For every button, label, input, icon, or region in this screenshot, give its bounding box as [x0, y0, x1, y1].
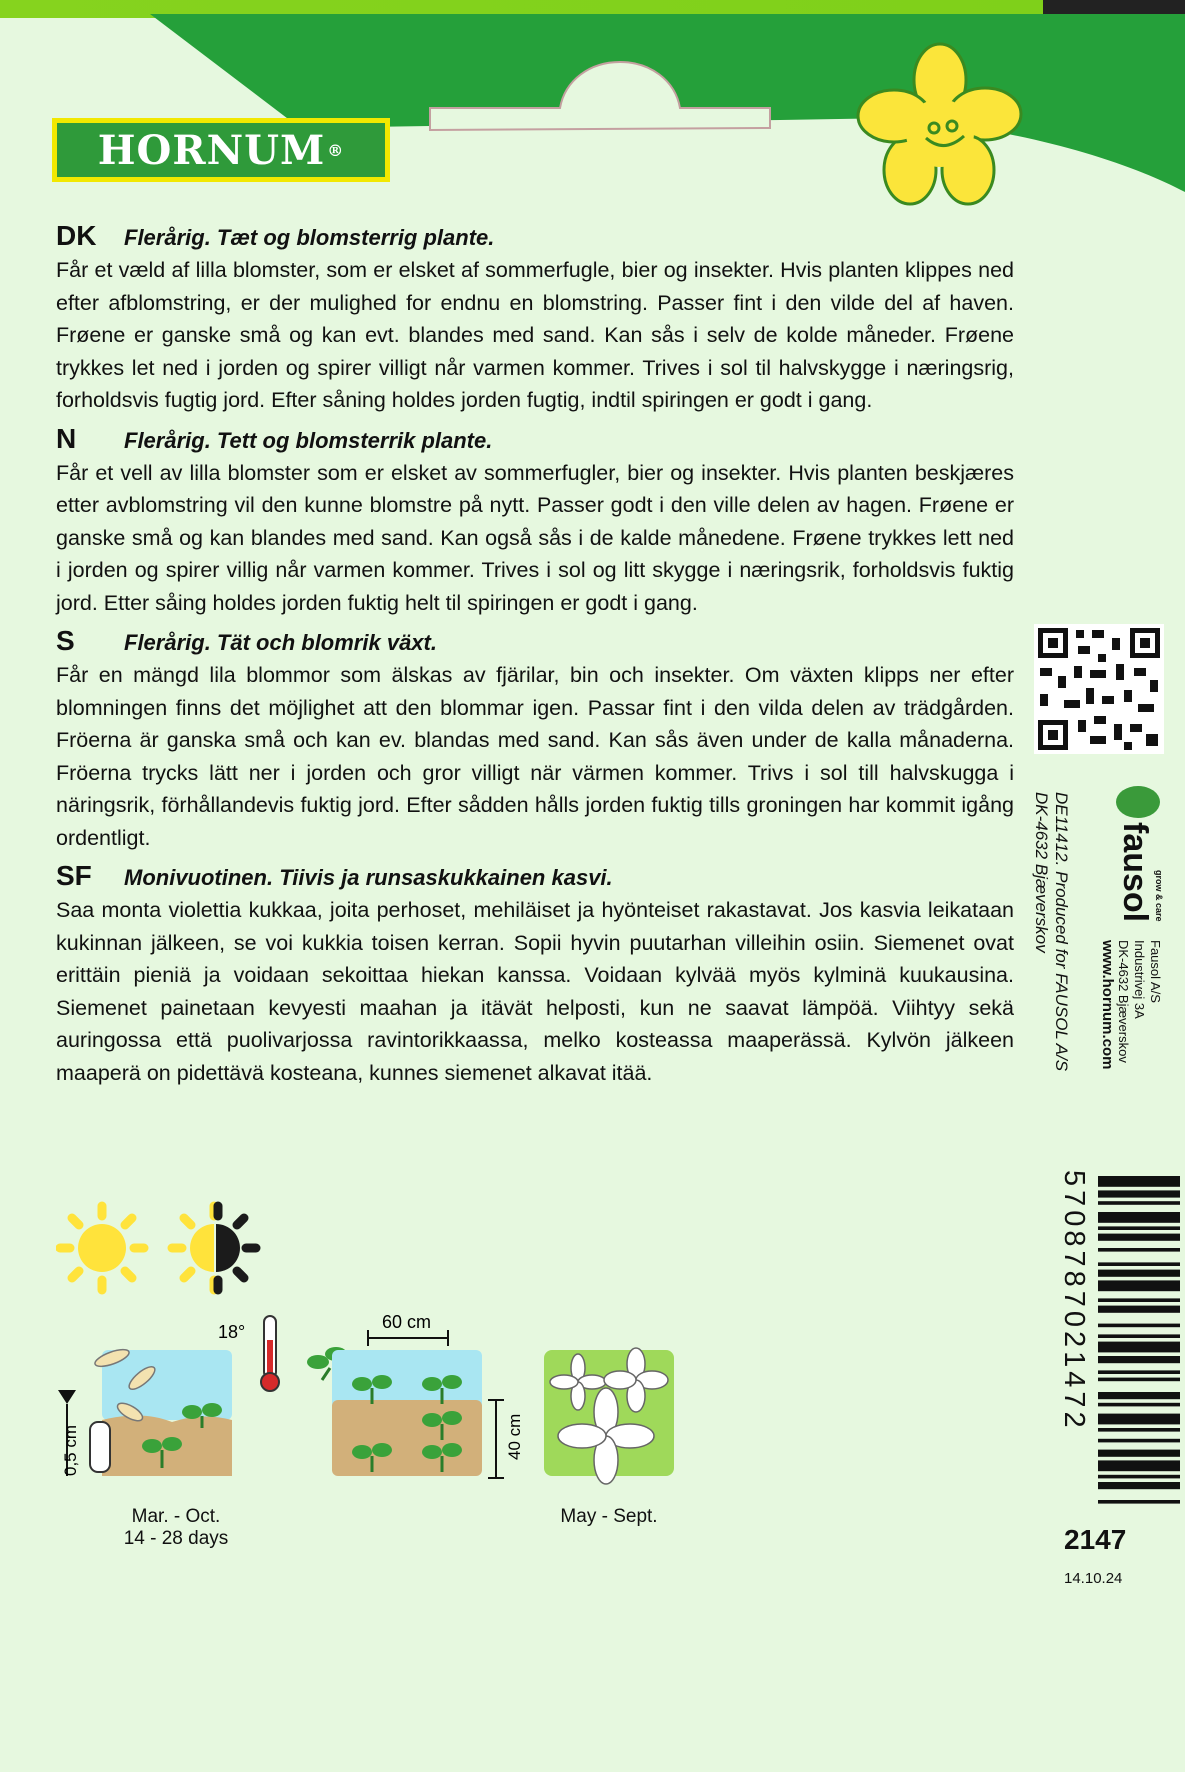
fausol-logo: [1104, 782, 1166, 932]
language-code: S: [56, 625, 75, 656]
barcode-bar: [1098, 1248, 1180, 1252]
barcode-bar: [1098, 1334, 1180, 1338]
section-headline: Flerårig. Tæt og blomsterrig plante.: [124, 225, 495, 250]
language-code: DK: [56, 220, 97, 251]
barcode-digits: 5708787021472: [1058, 1170, 1090, 1432]
flowering-panel: [544, 1348, 674, 1484]
barcode-bar: [1098, 1378, 1180, 1382]
barcode-bar: [1098, 1414, 1180, 1425]
fausol-brand: fausol: [1116, 822, 1154, 923]
barcode-bar: [1098, 1298, 1180, 1302]
section-headline: Monivuotinen. Tiivis ja runsaskukkainen kasvi.: [124, 865, 613, 890]
temperature-label: 18°: [218, 1322, 246, 1342]
barcode-bar: [1098, 1356, 1180, 1363]
address-block: [1099, 940, 1163, 1069]
section-headline: Flerårig. Tät och blomrik växt.: [124, 630, 437, 655]
producer-info: [1031, 792, 1071, 1071]
registered-mark: ®: [327, 140, 345, 160]
barcode-bar: [1098, 1450, 1180, 1457]
barcode-bar: [1098, 1460, 1180, 1471]
section-heading: [56, 860, 1014, 894]
dibber-icon: [90, 1422, 110, 1472]
section-body: Får et væld af lilla blomster, som er elsket af sommerfugle, bier og insekter. Hvis planten klippes ned efter afblomstring, er der mulighed for endnu en blomstring. Passer fint i den vilde del af haven. Frøene er ganske små og kan evt. blandes med sand. Kan sås i selv de kolde måneder. Frøene trykkes let ned i jorden og spirer villigt når varmen kommer. Trives i sol til halvskygge i næringsrig, forholdsvis fugtig jord. Efter såning holdes jorden fugtig, indtil spiringen er godt i gang.: [56, 258, 1014, 412]
barcode-bar: [1098, 1500, 1180, 1504]
germination-time: 14 - 28 days: [123, 1528, 229, 1549]
barcode-bar: [1098, 1176, 1180, 1187]
section-body: Får en mängd lila blommor som älskas av fjärilar, bin och insekter. Om växten klipps ner efter blomningen finns det möjlighet att den blommar igen. Passar fint i den vilda delen av trädgården. Fröerna är ganska små och kan ev. blandas med sand. Kan sås även under de kalla månaderna. Fröerna trycks lätt ner i jorden och gror villigt när värmen kommer. Trivs i sol till halvskugga i näringsrik, förhållandevis fuktig jord. Efter sådden hålls jorden fuktig tills groningen har kommit igång ordentligt.: [56, 663, 1014, 850]
sowing-diagrams: [56, 1300, 696, 1500]
section-heading: [56, 625, 1014, 659]
flowering-period: May - Sept.: [560, 1506, 658, 1527]
barcode-bar: [1098, 1262, 1180, 1266]
section-heading: [56, 423, 1014, 457]
sowing-period-label: [96, 1506, 256, 1550]
address-line: Fausol A/S: [1148, 940, 1163, 1003]
barcode-bar: [1098, 1190, 1180, 1197]
brand-name: HORNUM: [97, 126, 326, 174]
barcode-bar: [1098, 1280, 1180, 1291]
thermometer-icon: [261, 1316, 279, 1391]
header-wave: [0, 0, 1185, 230]
barcode-bar: [1098, 1482, 1180, 1489]
producer-line: DK-4632 Bjæverskov: [1032, 792, 1051, 953]
language-code: SF: [56, 860, 92, 891]
address-line: DK-4632 Bjæverskov: [1116, 940, 1131, 1063]
description-text: [56, 220, 1014, 1095]
spacing-label: 60 cm: [382, 1312, 432, 1332]
barcode-bar: [1098, 1234, 1180, 1241]
section-n: [56, 423, 1014, 620]
sowing-panel: [90, 1346, 232, 1476]
item-number: 2147: [1064, 1524, 1127, 1555]
height-label: 40 cm: [505, 1413, 524, 1460]
barcode-bar: [1098, 1392, 1180, 1399]
barcode-bar: [1098, 1226, 1180, 1230]
barcode-bar: [1098, 1306, 1180, 1313]
address-line: Industrivej 3A: [1132, 940, 1147, 1019]
barcode-bar: [1098, 1439, 1180, 1443]
half-shade-icon: [172, 1206, 256, 1290]
section-s: [56, 625, 1014, 854]
barcode-bar: [1098, 1475, 1180, 1479]
section-heading: [56, 220, 1014, 254]
fausol-tagline: grow & care: [1154, 870, 1164, 922]
language-code: N: [56, 422, 77, 454]
barcode-bar: [1098, 1342, 1180, 1353]
barcode-bar: [1098, 1270, 1180, 1277]
hornum-logo: [52, 118, 390, 182]
website: www.hornum.com: [1099, 940, 1116, 1070]
print-date: 14.10.24: [1064, 1570, 1123, 1587]
section-headline: Flerårig. Tett og blomsterrik plante.: [124, 427, 493, 453]
qr-code: [1034, 624, 1164, 754]
barcode-bar: [1098, 1201, 1180, 1205]
section-sf: [56, 860, 1014, 1089]
barcode-bar: [1098, 1403, 1180, 1407]
sowing-period: Mar. - Oct.: [131, 1506, 221, 1527]
barcode-bar: [1098, 1212, 1180, 1223]
sun-icon: [60, 1206, 144, 1290]
barcode-bars: [1098, 1176, 1180, 1504]
producer-line: DE11412. Produced for FAUSOL A/S: [1052, 792, 1071, 1072]
depth-label: 0,5 cm: [61, 1424, 80, 1476]
barcode-bar: [1098, 1324, 1180, 1328]
section-body: Saa monta violettia kukkaa, joita perhoset, mehiläiset ja hyönteiset rakastavat. Jos kasvia leikataan kukinnan jälkeen, se voi kukkia toisen kerran. Sopii hyvin puutarhan villeihin osiin. Siemenet ovat erittäin pieniä ja voidaan sekoittaa hiekan kanssa. Voidaan kylvää myös kylminä kuukausina. Siemenet painetaan kevyesti maahan ja itävät helposti, kun ne saavat lämpöä. Viihtyy sekä auringossa että puolivarjossa ravintorikkaassa, melko kosteassa maaperässä. Kylvön jälkeen maaperä on pidettävä kosteana, kunnes siemenet alkavat itää.: [56, 898, 1014, 1085]
arrow-down-icon: [58, 1390, 76, 1404]
light-icons: [56, 1200, 266, 1296]
section-dk: [56, 220, 1014, 417]
barcode-bar: [1098, 1370, 1180, 1374]
section-body: Får et vell av lilla blomster som er elsket av sommerfugler, bier og insekter. Hvis planten beskjæres etter avblomstring vil den kunne blomstre på nytt. Passer godt i den ville delen av hagen. Frøene er ganske små og kan blandes med sand. Kan også sås i de kalde månedene. Frøene trykkes lett ned i jorden og spirer villig når varmen kommer. Trives i sol og litt skygge i næringsrik, forholdsvis fuktig jord. Etter såing holdes jorden fuktig helt til spiringen er godt i gang.: [56, 460, 1014, 615]
planting-panel: [332, 1350, 482, 1476]
barcode-bar: [1098, 1428, 1180, 1432]
